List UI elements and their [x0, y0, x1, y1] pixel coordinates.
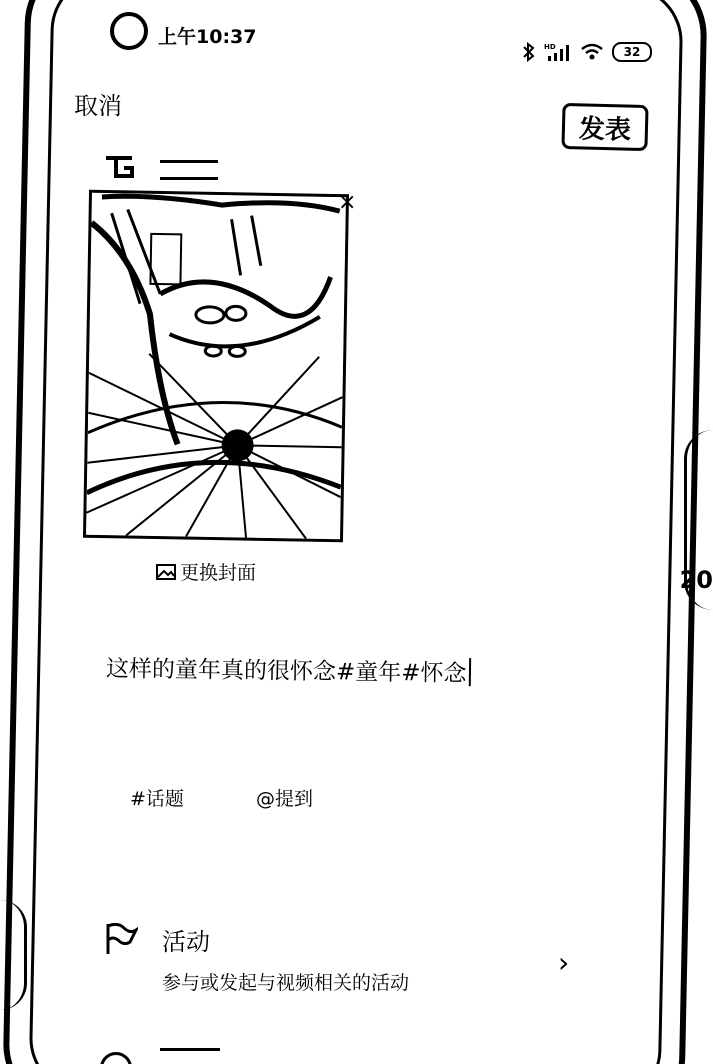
- status-time: 上午10:37: [158, 26, 257, 48]
- account-name: [160, 160, 218, 180]
- camera-cutout-icon: [110, 12, 148, 50]
- video-cover[interactable]: [83, 190, 349, 542]
- topic-button[interactable]: #话题: [130, 784, 184, 811]
- battery-icon: 32: [612, 42, 652, 62]
- status-icons: [522, 42, 652, 62]
- activity-description: 参与或发起与视频相关的活动: [162, 972, 410, 994]
- caption-input[interactable]: [106, 650, 471, 688]
- publish-button[interactable]: 发表: [561, 103, 648, 151]
- bluetooth-icon: [522, 42, 536, 62]
- flag-icon: [104, 922, 138, 956]
- chevron-right-icon: ›: [558, 946, 570, 979]
- change-cover-label: 更换封面: [180, 562, 257, 584]
- change-cover-button[interactable]: [156, 558, 256, 585]
- right-edge-text: 20: [679, 566, 713, 594]
- svg-text:HD: HD: [544, 43, 556, 51]
- text-cursor: [468, 658, 470, 686]
- app-logo-icon: [102, 156, 142, 186]
- mention-button[interactable]: @提到: [256, 784, 313, 811]
- wifi-icon: [580, 42, 604, 62]
- activity-title: 活动: [162, 928, 210, 956]
- hd-signal-icon: [544, 42, 572, 62]
- caption-text: 这样的童年真的很怀念#童年#怀念: [105, 656, 467, 688]
- next-row-label: [160, 1048, 220, 1059]
- cancel-button[interactable]: 取消: [74, 86, 122, 121]
- activity-row[interactable]: [100, 920, 600, 1000]
- remove-cover-button[interactable]: ×: [338, 190, 357, 215]
- hand-edge: [0, 900, 27, 1010]
- image-icon: [156, 564, 176, 580]
